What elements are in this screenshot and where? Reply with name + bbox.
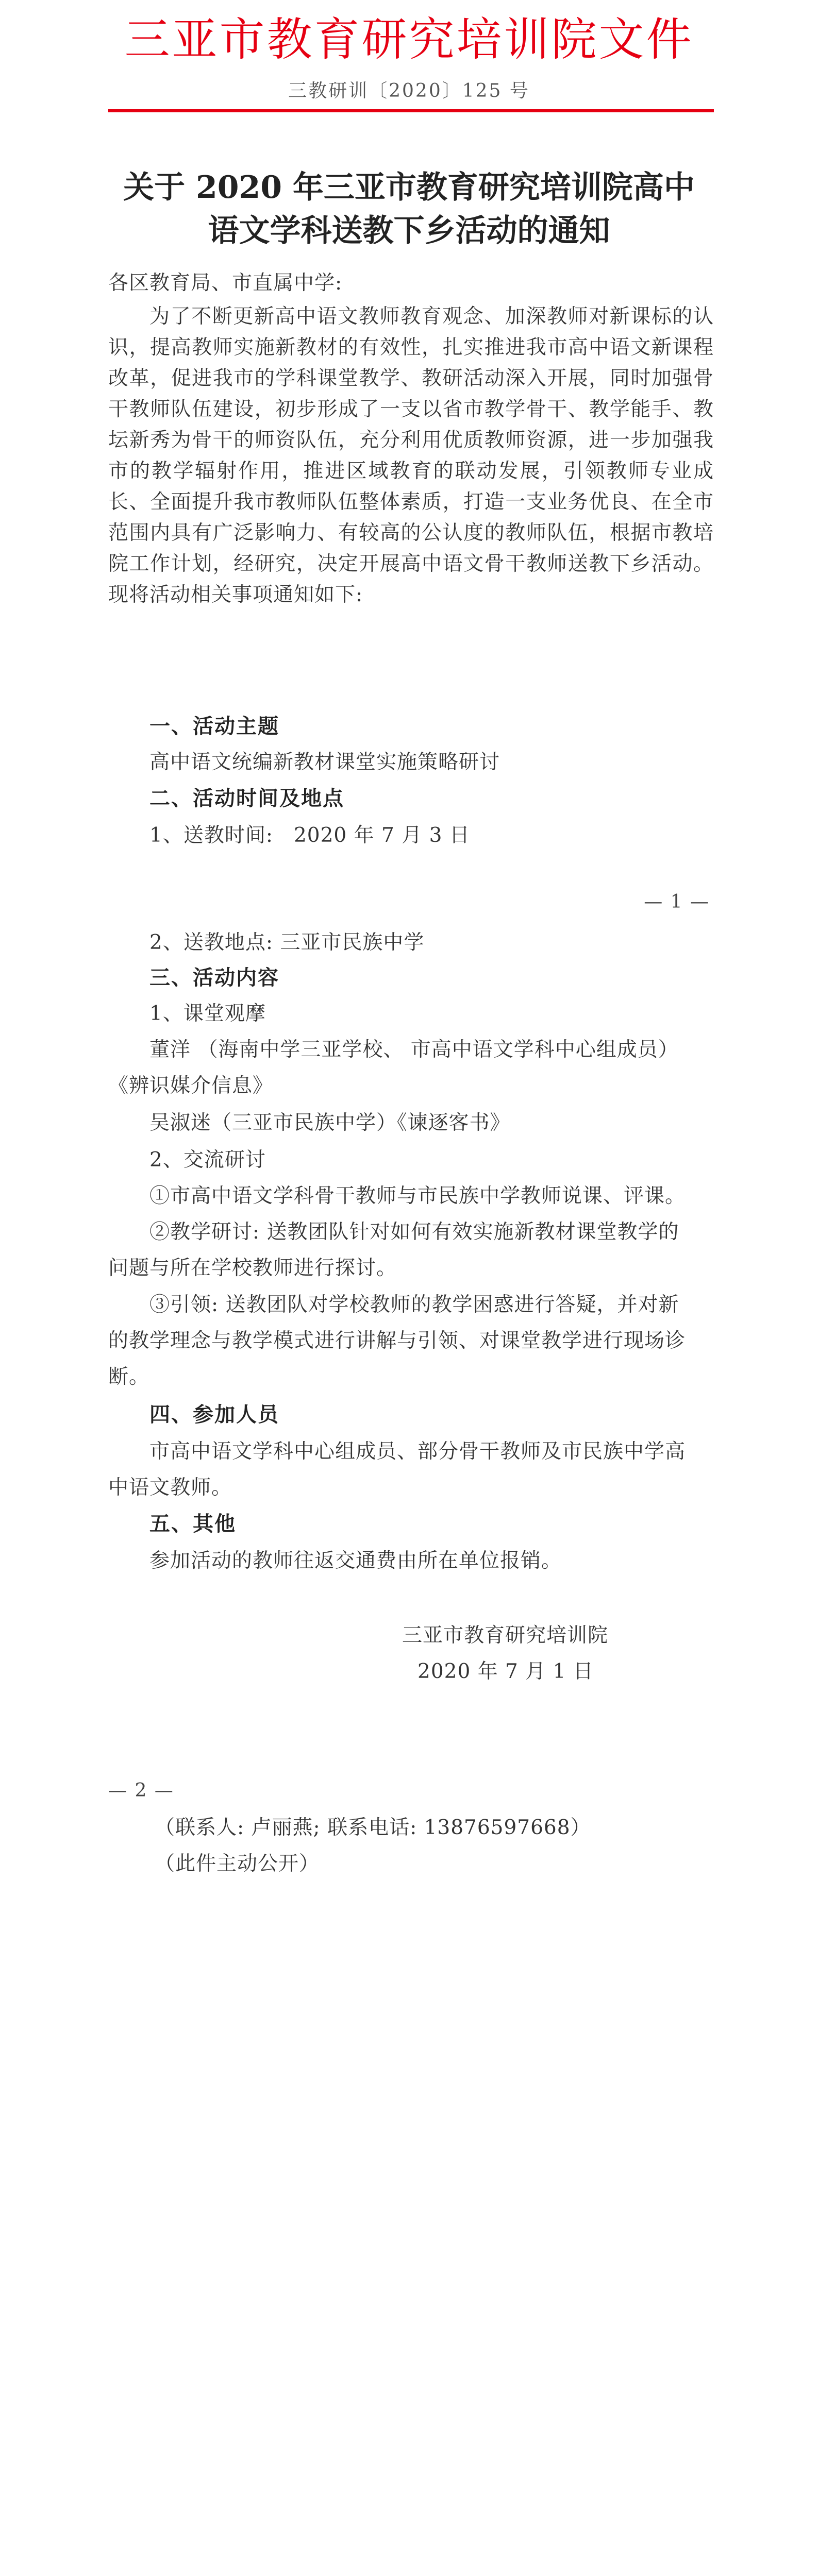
- section-4-text-line-1: 市高中语文学科中心组成员、部分骨干教师及市民族中学高: [149, 1440, 686, 1463]
- section-5-text: 参加活动的教师往返交通费由所在单位报销。: [149, 1549, 562, 1572]
- notice-title: [0, 166, 818, 252]
- section-4-heading: 四、参加人员: [149, 1402, 279, 1427]
- page-number-1: — 1 —: [644, 891, 710, 912]
- lesson-2: 吴淑迷（三亚市民族中学）《谏逐客书》: [149, 1111, 511, 1134]
- lesson-1-line-2: 《辨识媒介信息》: [108, 1074, 274, 1097]
- intro-paragraph: 为了不断更新高中语文教师教育观念、加深教师对新课标的认识，提高教师实施新教材的有效性，扎实推进我市高中语文新课程改革，促进我市的学科课堂教学、教研活动深入开展，同时加强骨干教师队伍建设，初步形成了一支以省市教学骨干、教学能手、教坛新秀为骨干的师资队伍，充分利用优质教师资源，进一步加强我市的教学辐射作用，推进区域教育的联动发展，引领教师专业成长、全面提升我市教师队伍整体素质，打造一支业务优良、在全市范围内具有广泛影响力、有较高的公认度的教师队伍，根据市教培院工作计划，经研究，决定开展高中语文骨干教师送教下乡活动。现将活动相关事项通知如下:: [108, 305, 714, 606]
- notice-title-line-1: 关于 2020 年三亚市教育研究培训院高中: [123, 170, 695, 206]
- contact-line: （联系人: 卢丽燕; 联系电话: 13876597668）: [155, 1816, 591, 1839]
- section-2-heading: 二、活动时间及地点: [149, 786, 344, 810]
- section-2-place: 2、送教地点: 三亚市民族中学: [149, 931, 425, 954]
- discussion-point-3-line-3: 断。: [108, 1365, 150, 1388]
- document-number: 三教研训〔2020〕125 号: [288, 80, 530, 101]
- signature-org: 三亚市教育研究培训院: [402, 1624, 609, 1647]
- section-1-text: 高中语文统编新教材课堂实施策略研讨: [149, 751, 500, 774]
- public-notice-line: （此件主动公开）: [155, 1852, 320, 1875]
- section-2-time: 1、送教时间: 2020 年 7 月 3 日: [149, 824, 470, 847]
- discussion-point-2-line-1: ②教学研讨: 送教团队针对如何有效实施新教材课堂教学的: [149, 1221, 679, 1244]
- discussion-point-3-line-2: 的教学理念与教学模式进行讲解与引领、对课堂教学进行现场诊: [108, 1329, 686, 1352]
- section-1-heading: 一、活动主题: [149, 714, 279, 738]
- section-3-item-2: 2、交流研讨: [149, 1148, 266, 1172]
- section-3-heading: 三、活动内容: [149, 965, 279, 990]
- salutation: 各区教育局、市直属中学:: [108, 272, 343, 295]
- signature-date: 2020 年 7 月 1 日: [418, 1660, 594, 1683]
- header-red-divider: [108, 109, 714, 112]
- section-5-heading: 五、其他: [149, 1512, 236, 1536]
- page-number-2: — 2 —: [108, 1780, 174, 1801]
- discussion-point-2-line-2: 问题与所在学校教师进行探讨。: [108, 1257, 397, 1280]
- notice-title-line-2: 语文学科送教下乡活动的通知: [208, 213, 610, 249]
- discussion-point-1: ①市高中语文学科骨干教师与市民族中学教师说课、评课。: [149, 1184, 686, 1208]
- section-3-item-1: 1、课堂观摩: [149, 1002, 266, 1025]
- discussion-point-3-line-1: ③引领: 送教团队对学校教师的教学困惑进行答疑，并对新: [149, 1293, 679, 1316]
- document-header-title: 三亚市教育研究培训院文件: [124, 13, 694, 66]
- lesson-1-line-1: 董洋 （海南中学三亚学校、 市高中语文学科中心组成员）: [149, 1038, 679, 1061]
- section-4-text-line-2: 中语文教师。: [108, 1476, 232, 1499]
